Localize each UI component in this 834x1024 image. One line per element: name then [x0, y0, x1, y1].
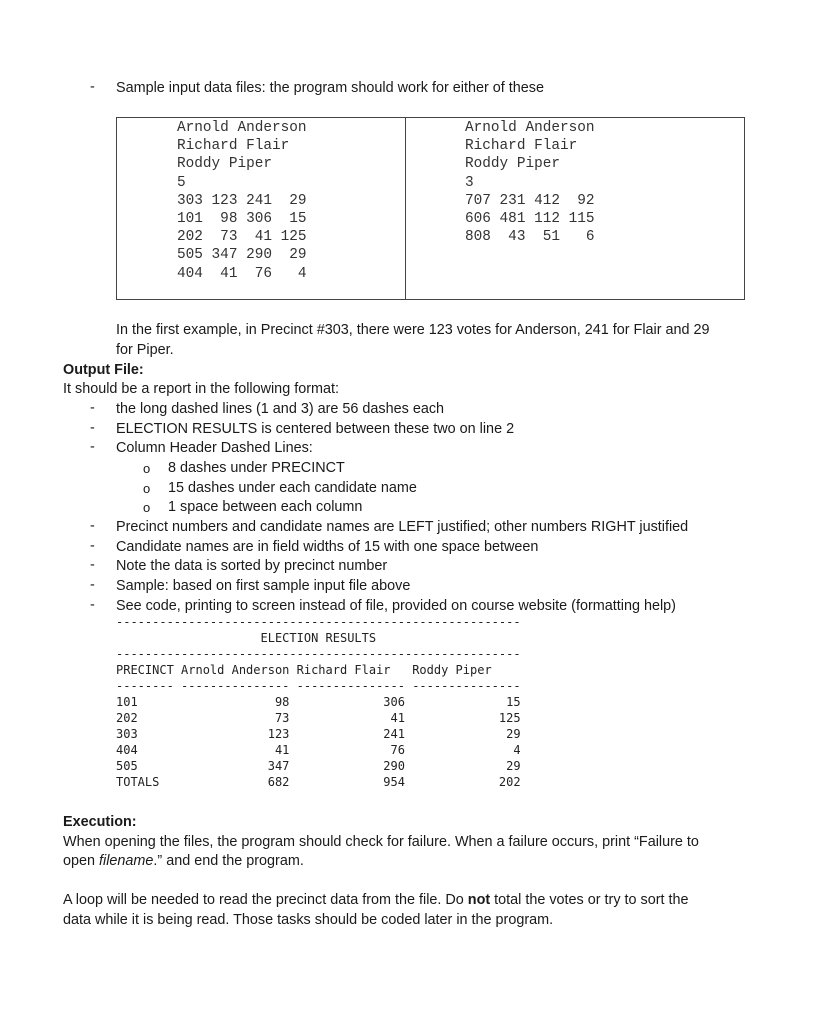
- bullet-dash: -: [90, 439, 95, 455]
- bullet-item: See code, printing to screen instead of file, provided on course website (formatting help): [116, 598, 676, 614]
- sample-files-table: [116, 117, 745, 300]
- bullet-dash: -: [90, 518, 95, 534]
- bullet-item: Column Header Dashed Lines:: [116, 440, 313, 456]
- output-file-intro: It should be a report in the following format:: [63, 381, 339, 397]
- filename-placeholder: filename: [99, 853, 154, 869]
- execution-heading: Execution:: [63, 814, 137, 830]
- bullet-dash: -: [90, 420, 95, 436]
- sub-bullet-item: 1 space between each column: [168, 499, 363, 515]
- election-results-report: -------------------------------------------------------- ELECTION RESULTS -------------------------------------------------------- PRECINCT Arnold Anderson Richard Flair Roddy Piper -------- --------------- --------------- --------------- 101 98 306 15 202 73 41 125 303 123 241 29 404 41 76 4 505 347 290 29 TOTALS 682 954 202: [116, 615, 521, 789]
- output-file-heading: Output File:: [63, 362, 144, 378]
- sub-bullet-marker: o: [143, 481, 151, 496]
- explanation-line-2: for Piper.: [116, 342, 174, 358]
- emphasis-not: not: [467, 892, 491, 908]
- bullet-item: the long dashed lines (1 and 3) are 56 dashes each: [116, 401, 445, 417]
- bullet-item: Candidate names are in field widths of 15 with one space between: [116, 539, 539, 555]
- execution-p2-text: total the votes or try to sort the: [490, 892, 689, 908]
- execution-p1-text: open: [63, 853, 100, 869]
- execution-p2-text: A loop will be needed to read the precinct data from the file. Do: [63, 892, 468, 908]
- intro-text: Sample input data files: the program should work for either of these: [116, 80, 544, 96]
- sample-file-1: Arnold Anderson Richard Flair Roddy Piper 5 303 123 241 29 101 98 306 15 202 73 41 125 505 347 290 29 404 41 76 4: [177, 120, 307, 282]
- sub-bullet-marker: o: [143, 500, 151, 515]
- sub-bullet-item: 8 dashes under PRECINCT: [168, 460, 345, 476]
- bullet-item: Precinct numbers and candidate names are LEFT justified; other numbers RIGHT justified: [116, 519, 689, 535]
- bullet-dash: -: [90, 79, 95, 95]
- sub-bullet-item: 15 dashes under each candidate name: [168, 480, 417, 496]
- bullet-dash: -: [90, 577, 95, 593]
- execution-p1-line-2: [63, 852, 304, 871]
- bullet-item: Sample: based on first sample input file above: [116, 578, 411, 594]
- bullet-item: ELECTION RESULTS is centered between these two on line 2: [116, 421, 515, 437]
- execution-p2-line-1: [63, 891, 689, 910]
- execution-p1-text: .” and end the program.: [153, 853, 304, 869]
- table-divider: [405, 118, 406, 299]
- explanation-line-1: In the first example, in Precinct #303, there were 123 votes for Anderson, 241 for Flair and 29: [116, 322, 710, 338]
- bullet-item: Note the data is sorted by precinct number: [116, 558, 388, 574]
- sub-bullet-marker: o: [143, 461, 151, 476]
- bullet-dash: -: [90, 538, 95, 554]
- bullet-dash: -: [90, 557, 95, 573]
- execution-p2-line-2: data while it is being read. Those tasks should be coded later in the program.: [63, 912, 554, 928]
- execution-p1-line-1: When opening the files, the program should check for failure. When a failure occurs, print “Failure to: [63, 834, 699, 850]
- bullet-dash: -: [90, 597, 95, 613]
- bullet-dash: -: [90, 400, 95, 416]
- sample-file-2: Arnold Anderson Richard Flair Roddy Piper 3 707 231 412 92 606 481 112 115 808 43 51 6: [465, 120, 595, 246]
